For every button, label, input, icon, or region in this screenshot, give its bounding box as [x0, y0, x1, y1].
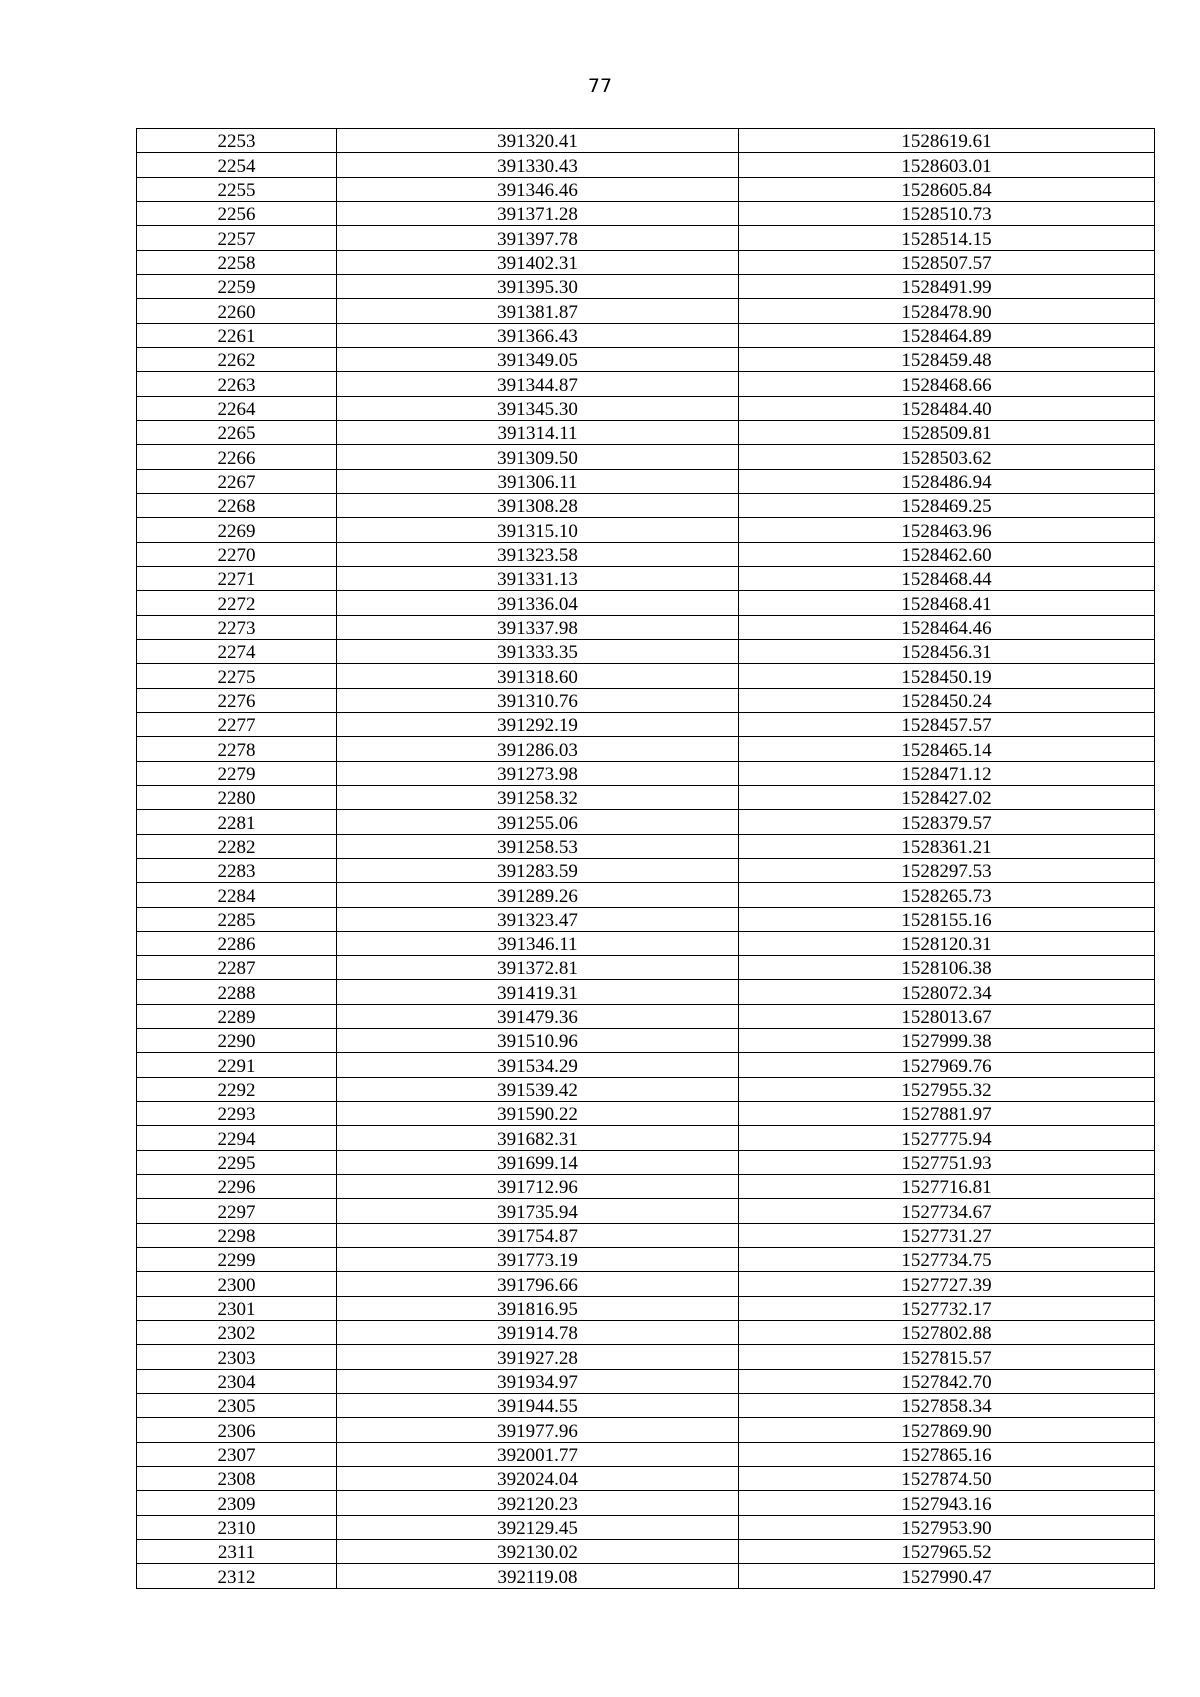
point-number-cell: 2272	[137, 591, 337, 615]
y-coordinate-cell: 1528465.14	[739, 737, 1155, 761]
y-coordinate-cell: 1527751.93	[739, 1150, 1155, 1174]
table-row	[137, 129, 1155, 153]
point-number-cell: 2282	[137, 834, 337, 858]
point-number-cell: 2305	[137, 1394, 337, 1418]
coordinates-table-body	[137, 129, 1155, 1589]
y-coordinate-cell: 1528468.41	[739, 591, 1155, 615]
x-coordinate-cell: 391699.14	[337, 1150, 739, 1174]
x-coordinate-cell: 391510.96	[337, 1029, 739, 1053]
table-row	[137, 1345, 1155, 1369]
point-number-cell: 2298	[137, 1223, 337, 1247]
table-row	[137, 1077, 1155, 1101]
x-coordinate-cell: 391402.31	[337, 250, 739, 274]
table-row	[137, 1564, 1155, 1588]
point-number-cell: 2294	[137, 1126, 337, 1150]
x-coordinate-cell: 391754.87	[337, 1223, 739, 1247]
x-coordinate-cell: 392024.04	[337, 1467, 739, 1491]
table-row	[137, 1321, 1155, 1345]
table-row	[137, 1491, 1155, 1515]
x-coordinate-cell: 391273.98	[337, 761, 739, 785]
point-number-cell: 2277	[137, 712, 337, 736]
point-number-cell: 2307	[137, 1442, 337, 1466]
point-number-cell: 2309	[137, 1491, 337, 1515]
table-row	[137, 177, 1155, 201]
point-number-cell: 2310	[137, 1515, 337, 1539]
table-row	[137, 250, 1155, 274]
y-coordinate-cell: 1527953.90	[739, 1515, 1155, 1539]
point-number-cell: 2266	[137, 445, 337, 469]
table-row	[137, 493, 1155, 517]
table-row	[137, 153, 1155, 177]
x-coordinate-cell: 391345.30	[337, 396, 739, 420]
x-coordinate-cell: 391682.31	[337, 1126, 739, 1150]
y-coordinate-cell: 1528072.34	[739, 980, 1155, 1004]
y-coordinate-cell: 1528361.21	[739, 834, 1155, 858]
table-row	[137, 737, 1155, 761]
table-row	[137, 639, 1155, 663]
y-coordinate-cell: 1528484.40	[739, 396, 1155, 420]
x-coordinate-cell: 391318.60	[337, 664, 739, 688]
point-number-cell: 2285	[137, 907, 337, 931]
point-number-cell: 2276	[137, 688, 337, 712]
table-row	[137, 1029, 1155, 1053]
point-number-cell: 2297	[137, 1199, 337, 1223]
table-row	[137, 420, 1155, 444]
x-coordinate-cell: 392130.02	[337, 1540, 739, 1564]
x-coordinate-cell: 391397.78	[337, 226, 739, 250]
x-coordinate-cell: 391372.81	[337, 956, 739, 980]
point-number-cell: 2287	[137, 956, 337, 980]
table-row	[137, 372, 1155, 396]
x-coordinate-cell: 391315.10	[337, 518, 739, 542]
y-coordinate-cell: 1528450.19	[739, 664, 1155, 688]
y-coordinate-cell: 1528509.81	[739, 420, 1155, 444]
x-coordinate-cell: 391735.94	[337, 1199, 739, 1223]
table-row	[137, 615, 1155, 639]
table-row	[137, 1102, 1155, 1126]
point-number-cell: 2275	[137, 664, 337, 688]
point-number-cell: 2304	[137, 1369, 337, 1393]
point-number-cell: 2288	[137, 980, 337, 1004]
table-row	[137, 931, 1155, 955]
point-number-cell: 2290	[137, 1029, 337, 1053]
table-row	[137, 566, 1155, 590]
point-number-cell: 2293	[137, 1102, 337, 1126]
point-number-cell: 2267	[137, 469, 337, 493]
table-row	[137, 1248, 1155, 1272]
x-coordinate-cell: 391308.28	[337, 493, 739, 517]
y-coordinate-cell: 1528478.90	[739, 299, 1155, 323]
table-row	[137, 1004, 1155, 1028]
x-coordinate-cell: 391314.11	[337, 420, 739, 444]
x-coordinate-cell: 391310.76	[337, 688, 739, 712]
table-row	[137, 1126, 1155, 1150]
table-row	[137, 1369, 1155, 1393]
point-number-cell: 2300	[137, 1272, 337, 1296]
table-row	[137, 1272, 1155, 1296]
point-number-cell: 2280	[137, 785, 337, 809]
point-number-cell: 2301	[137, 1296, 337, 1320]
x-coordinate-cell: 392001.77	[337, 1442, 739, 1466]
table-row	[137, 834, 1155, 858]
point-number-cell: 2262	[137, 347, 337, 371]
table-row	[137, 1150, 1155, 1174]
y-coordinate-cell: 1528013.67	[739, 1004, 1155, 1028]
point-number-cell: 2256	[137, 201, 337, 225]
x-coordinate-cell: 391346.46	[337, 177, 739, 201]
point-number-cell: 2271	[137, 566, 337, 590]
table-row	[137, 591, 1155, 615]
table-row	[137, 323, 1155, 347]
table-row	[137, 518, 1155, 542]
point-number-cell: 2289	[137, 1004, 337, 1028]
x-coordinate-cell: 391344.87	[337, 372, 739, 396]
x-coordinate-cell: 391796.66	[337, 1272, 739, 1296]
point-number-cell: 2302	[137, 1321, 337, 1345]
point-number-cell: 2274	[137, 639, 337, 663]
point-number-cell: 2292	[137, 1077, 337, 1101]
table-row	[137, 1418, 1155, 1442]
y-coordinate-cell: 1528468.44	[739, 566, 1155, 590]
x-coordinate-cell: 391927.28	[337, 1345, 739, 1369]
y-coordinate-cell: 1527881.97	[739, 1102, 1155, 1126]
x-coordinate-cell: 391419.31	[337, 980, 739, 1004]
x-coordinate-cell: 391323.58	[337, 542, 739, 566]
table-row	[137, 688, 1155, 712]
x-coordinate-cell: 391944.55	[337, 1394, 739, 1418]
x-coordinate-cell: 391330.43	[337, 153, 739, 177]
y-coordinate-cell: 1527716.81	[739, 1175, 1155, 1199]
point-number-cell: 2257	[137, 226, 337, 250]
y-coordinate-cell: 1528491.99	[739, 274, 1155, 298]
y-coordinate-cell: 1528510.73	[739, 201, 1155, 225]
x-coordinate-cell: 391283.59	[337, 858, 739, 882]
table-row	[137, 542, 1155, 566]
point-number-cell: 2284	[137, 883, 337, 907]
y-coordinate-cell: 1528464.89	[739, 323, 1155, 347]
y-coordinate-cell: 1528603.01	[739, 153, 1155, 177]
y-coordinate-cell: 1528605.84	[739, 177, 1155, 201]
table-row	[137, 907, 1155, 931]
point-number-cell: 2303	[137, 1345, 337, 1369]
point-number-cell: 2279	[137, 761, 337, 785]
y-coordinate-cell: 1528297.53	[739, 858, 1155, 882]
x-coordinate-cell: 391381.87	[337, 299, 739, 323]
table-row	[137, 883, 1155, 907]
point-number-cell: 2261	[137, 323, 337, 347]
table-row	[137, 664, 1155, 688]
y-coordinate-cell: 1527842.70	[739, 1369, 1155, 1393]
x-coordinate-cell: 391914.78	[337, 1321, 739, 1345]
x-coordinate-cell: 392129.45	[337, 1515, 739, 1539]
point-number-cell: 2264	[137, 396, 337, 420]
point-number-cell: 2254	[137, 153, 337, 177]
y-coordinate-cell: 1528427.02	[739, 785, 1155, 809]
coordinates-table	[136, 128, 1155, 1589]
point-number-cell: 2299	[137, 1248, 337, 1272]
table-row	[137, 1467, 1155, 1491]
table-row	[137, 274, 1155, 298]
x-coordinate-cell: 391286.03	[337, 737, 739, 761]
table-row	[137, 1540, 1155, 1564]
x-coordinate-cell: 391590.22	[337, 1102, 739, 1126]
point-number-cell: 2260	[137, 299, 337, 323]
point-number-cell: 2281	[137, 810, 337, 834]
point-number-cell: 2295	[137, 1150, 337, 1174]
y-coordinate-cell: 1528456.31	[739, 639, 1155, 663]
table-row	[137, 469, 1155, 493]
y-coordinate-cell: 1527999.38	[739, 1029, 1155, 1053]
point-number-cell: 2270	[137, 542, 337, 566]
table-row	[137, 396, 1155, 420]
point-number-cell: 2273	[137, 615, 337, 639]
point-number-cell: 2268	[137, 493, 337, 517]
point-number-cell: 2265	[137, 420, 337, 444]
page-number: 77	[587, 75, 613, 97]
y-coordinate-cell: 1527874.50	[739, 1467, 1155, 1491]
y-coordinate-cell: 1528155.16	[739, 907, 1155, 931]
y-coordinate-cell: 1527858.34	[739, 1394, 1155, 1418]
point-number-cell: 2259	[137, 274, 337, 298]
y-coordinate-cell: 1528619.61	[739, 129, 1155, 153]
y-coordinate-cell: 1527802.88	[739, 1321, 1155, 1345]
x-coordinate-cell: 391395.30	[337, 274, 739, 298]
y-coordinate-cell: 1528459.48	[739, 347, 1155, 371]
x-coordinate-cell: 391331.13	[337, 566, 739, 590]
y-coordinate-cell: 1527969.76	[739, 1053, 1155, 1077]
x-coordinate-cell: 391539.42	[337, 1077, 739, 1101]
point-number-cell: 2306	[137, 1418, 337, 1442]
y-coordinate-cell: 1527943.16	[739, 1491, 1155, 1515]
table-row	[137, 226, 1155, 250]
x-coordinate-cell: 391816.95	[337, 1296, 739, 1320]
y-coordinate-cell: 1527734.75	[739, 1248, 1155, 1272]
table-row	[137, 810, 1155, 834]
x-coordinate-cell: 391289.26	[337, 883, 739, 907]
y-coordinate-cell: 1528450.24	[739, 688, 1155, 712]
table-row	[137, 1394, 1155, 1418]
table-row	[137, 201, 1155, 225]
x-coordinate-cell: 391479.36	[337, 1004, 739, 1028]
x-coordinate-cell: 391292.19	[337, 712, 739, 736]
table-row	[137, 299, 1155, 323]
table-row	[137, 761, 1155, 785]
table-row	[137, 347, 1155, 371]
x-coordinate-cell: 391258.32	[337, 785, 739, 809]
point-number-cell: 2263	[137, 372, 337, 396]
y-coordinate-cell: 1528462.60	[739, 542, 1155, 566]
y-coordinate-cell: 1527965.52	[739, 1540, 1155, 1564]
table-row	[137, 1296, 1155, 1320]
y-coordinate-cell: 1528464.46	[739, 615, 1155, 639]
table-row	[137, 956, 1155, 980]
table-row	[137, 785, 1155, 809]
y-coordinate-cell: 1527815.57	[739, 1345, 1155, 1369]
y-coordinate-cell: 1528507.57	[739, 250, 1155, 274]
y-coordinate-cell: 1527865.16	[739, 1442, 1155, 1466]
x-coordinate-cell: 391258.53	[337, 834, 739, 858]
x-coordinate-cell: 391977.96	[337, 1418, 739, 1442]
y-coordinate-cell: 1528468.66	[739, 372, 1155, 396]
y-coordinate-cell: 1528457.57	[739, 712, 1155, 736]
table-row	[137, 1175, 1155, 1199]
y-coordinate-cell: 1527775.94	[739, 1126, 1155, 1150]
table-row	[137, 1442, 1155, 1466]
point-number-cell: 2286	[137, 931, 337, 955]
table-row	[137, 858, 1155, 882]
point-number-cell: 2278	[137, 737, 337, 761]
point-number-cell: 2296	[137, 1175, 337, 1199]
point-number-cell: 2255	[137, 177, 337, 201]
table-row	[137, 1223, 1155, 1247]
table-row	[137, 445, 1155, 469]
table-row	[137, 712, 1155, 736]
y-coordinate-cell: 1528120.31	[739, 931, 1155, 955]
y-coordinate-cell: 1527731.27	[739, 1223, 1155, 1247]
y-coordinate-cell: 1528469.25	[739, 493, 1155, 517]
y-coordinate-cell: 1527732.17	[739, 1296, 1155, 1320]
y-coordinate-cell: 1528503.62	[739, 445, 1155, 469]
y-coordinate-cell: 1528514.15	[739, 226, 1155, 250]
x-coordinate-cell: 391323.47	[337, 907, 739, 931]
table-row	[137, 1053, 1155, 1077]
table-row	[137, 1515, 1155, 1539]
point-number-cell: 2308	[137, 1467, 337, 1491]
y-coordinate-cell: 1527990.47	[739, 1564, 1155, 1588]
point-number-cell: 2312	[137, 1564, 337, 1588]
x-coordinate-cell: 391773.19	[337, 1248, 739, 1272]
y-coordinate-cell: 1528486.94	[739, 469, 1155, 493]
x-coordinate-cell: 391255.06	[337, 810, 739, 834]
y-coordinate-cell: 1528463.96	[739, 518, 1155, 542]
point-number-cell: 2269	[137, 518, 337, 542]
x-coordinate-cell: 392119.08	[337, 1564, 739, 1588]
y-coordinate-cell: 1527734.67	[739, 1199, 1155, 1223]
y-coordinate-cell: 1528471.12	[739, 761, 1155, 785]
point-number-cell: 2283	[137, 858, 337, 882]
x-coordinate-cell: 391320.41	[337, 129, 739, 153]
y-coordinate-cell: 1528379.57	[739, 810, 1155, 834]
y-coordinate-cell: 1527869.90	[739, 1418, 1155, 1442]
point-number-cell: 2311	[137, 1540, 337, 1564]
y-coordinate-cell: 1528106.38	[739, 956, 1155, 980]
x-coordinate-cell: 391309.50	[337, 445, 739, 469]
x-coordinate-cell: 391336.04	[337, 591, 739, 615]
table-row	[137, 1199, 1155, 1223]
x-coordinate-cell: 391712.96	[337, 1175, 739, 1199]
y-coordinate-cell: 1527727.39	[739, 1272, 1155, 1296]
y-coordinate-cell: 1527955.32	[739, 1077, 1155, 1101]
x-coordinate-cell: 391346.11	[337, 931, 739, 955]
x-coordinate-cell: 391349.05	[337, 347, 739, 371]
y-coordinate-cell: 1528265.73	[739, 883, 1155, 907]
x-coordinate-cell: 391306.11	[337, 469, 739, 493]
point-number-cell: 2258	[137, 250, 337, 274]
table-row	[137, 980, 1155, 1004]
x-coordinate-cell: 392120.23	[337, 1491, 739, 1515]
x-coordinate-cell: 391337.98	[337, 615, 739, 639]
point-number-cell: 2291	[137, 1053, 337, 1077]
x-coordinate-cell: 391366.43	[337, 323, 739, 347]
x-coordinate-cell: 391934.97	[337, 1369, 739, 1393]
x-coordinate-cell: 391333.35	[337, 639, 739, 663]
x-coordinate-cell: 391534.29	[337, 1053, 739, 1077]
x-coordinate-cell: 391371.28	[337, 201, 739, 225]
point-number-cell: 2253	[137, 129, 337, 153]
